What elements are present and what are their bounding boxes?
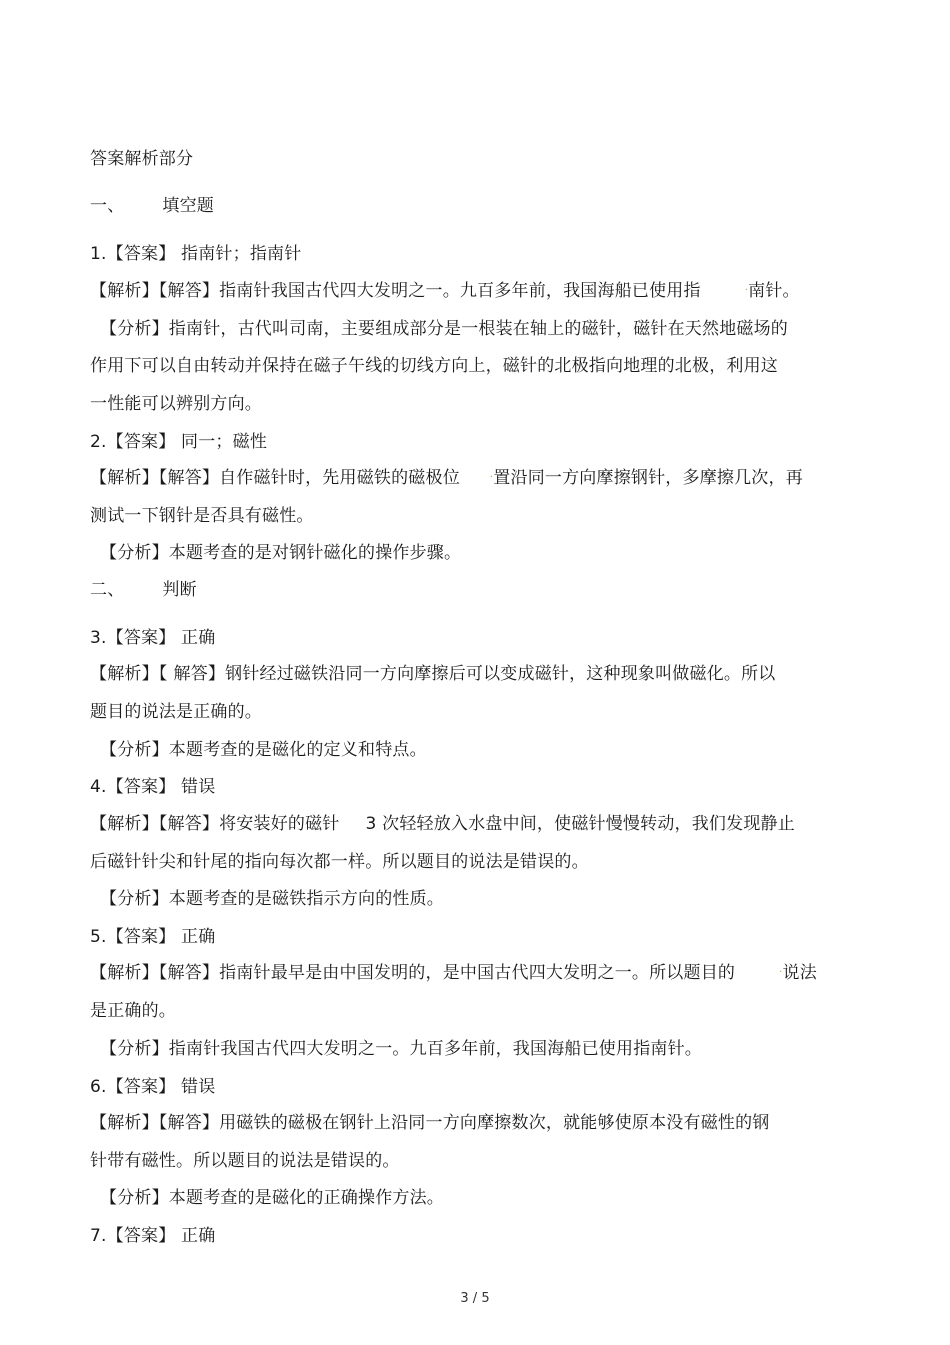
- q2-answer: 2.【答案】 同一；磁性: [90, 432, 268, 452]
- q4-answer: 4.【答案】 错误: [90, 777, 216, 797]
- section-name: 判断: [162, 580, 197, 600]
- q6-analysis: 【分析】本题考查的是磁化的正确操作方法。: [100, 1188, 444, 1208]
- q5-explanation-part-a: 【解析】【解答】指南针最早是由中国发明的，是中国古代四大发明之一。所以题目的: [90, 963, 736, 983]
- q7-answer: 7.【答案】 正确: [90, 1226, 216, 1246]
- q2-explanation-line-2: 测试一下钢针是否具有磁性。: [90, 506, 314, 526]
- q4-explanation-part-a: 【解析】【解答】将安装好的磁针: [90, 814, 340, 834]
- q4-explanation-part-b: 3 次轻轻放入水盘中间，使磁针慢慢转动，我们发现静止: [365, 814, 795, 834]
- q4-explanation: [90, 813, 795, 835]
- q3-explanation-part-a: 【解析】【: [90, 664, 168, 684]
- q1-analysis-line-1: 【分析】指南针，古代叫司南，主要组成部分是一根装在轴上的磁针，磁针在天然地磁场的: [100, 319, 788, 339]
- q1-explanation-part-b: 南针。: [748, 281, 800, 301]
- q4-analysis: 【分析】本题考查的是磁铁指示方向的性质。: [100, 889, 444, 909]
- q4-explanation-line-2: 后磁针针尖和针尾的指向每次都一样。所以题目的说法是错误的。: [90, 852, 589, 872]
- q1-explanation: [90, 280, 800, 302]
- q3-answer: 3.【答案】 正确: [90, 628, 216, 648]
- section-number: 一、: [90, 196, 125, 216]
- q5-analysis: 【分析】指南针我国古代四大发明之一。九百多年前，我国海船已使用指南针。: [100, 1039, 702, 1059]
- section-heading-judge: [90, 579, 197, 601]
- q2-explanation-part-b: 置沿同一方向摩擦钢针，多摩擦几次，再: [493, 468, 803, 488]
- q1-answer: 1.【答案】 指南针；指南针: [90, 244, 302, 264]
- section-name: 填空题: [162, 196, 215, 216]
- q2-analysis: 【分析】本题考查的是对钢针磁化的操作步骤。: [100, 543, 462, 563]
- q6-explanation-line-1: 【解析】【解答】用磁铁的磁极在钢针上沿同一方向摩擦数次，就能够使原本没有磁性的钢: [90, 1113, 770, 1133]
- q1-analysis-line-2: 作用下可以自由转动并保持在磁子午线的切线方向上，磁针的北极指向地理的北极，利用这: [90, 356, 778, 376]
- q1-explanation-part-a: 【解析】【解答】指南针我国古代四大发明之一。九百多年前，我国海船已使用指: [90, 281, 701, 301]
- section-number: 二、: [90, 580, 125, 600]
- q3-explanation-part-b: 解答】钢针经过磁铁沿同一方向摩擦后可以变成磁针，这种现象叫做磁化。所以: [173, 664, 776, 684]
- q5-explanation-line-2: 是正确的。: [90, 1001, 176, 1021]
- q2-explanation-part-a: 【解析】【解答】自作磁针时，先用磁铁的磁极位: [90, 468, 460, 488]
- q2-explanation: [90, 467, 803, 489]
- q3-explanation-line-2: 题目的说法是正确的。: [90, 702, 262, 722]
- q1-analysis-line-3: 一性能可以辨别方向。: [90, 394, 262, 414]
- q5-explanation-part-b: 说法: [782, 963, 817, 983]
- page-number: 3 / 5: [460, 1291, 490, 1306]
- stray-mark: ·: [779, 967, 783, 978]
- q3-explanation: [90, 663, 776, 685]
- page-title: 答案解析部分: [90, 149, 194, 169]
- q3-analysis: 【分析】本题考查的是磁化的定义和特点。: [100, 740, 427, 760]
- stray-mark: ·: [744, 285, 749, 296]
- stray-mark: ·: [489, 472, 494, 483]
- q6-answer: 6.【答案】 错误: [90, 1077, 216, 1097]
- section-heading-fill-blank: [90, 195, 214, 217]
- q5-explanation: [90, 962, 817, 984]
- q5-answer: 5.【答案】 正确: [90, 927, 216, 947]
- q6-explanation-line-2: 针带有磁性。所以题目的说法是错误的。: [90, 1151, 400, 1171]
